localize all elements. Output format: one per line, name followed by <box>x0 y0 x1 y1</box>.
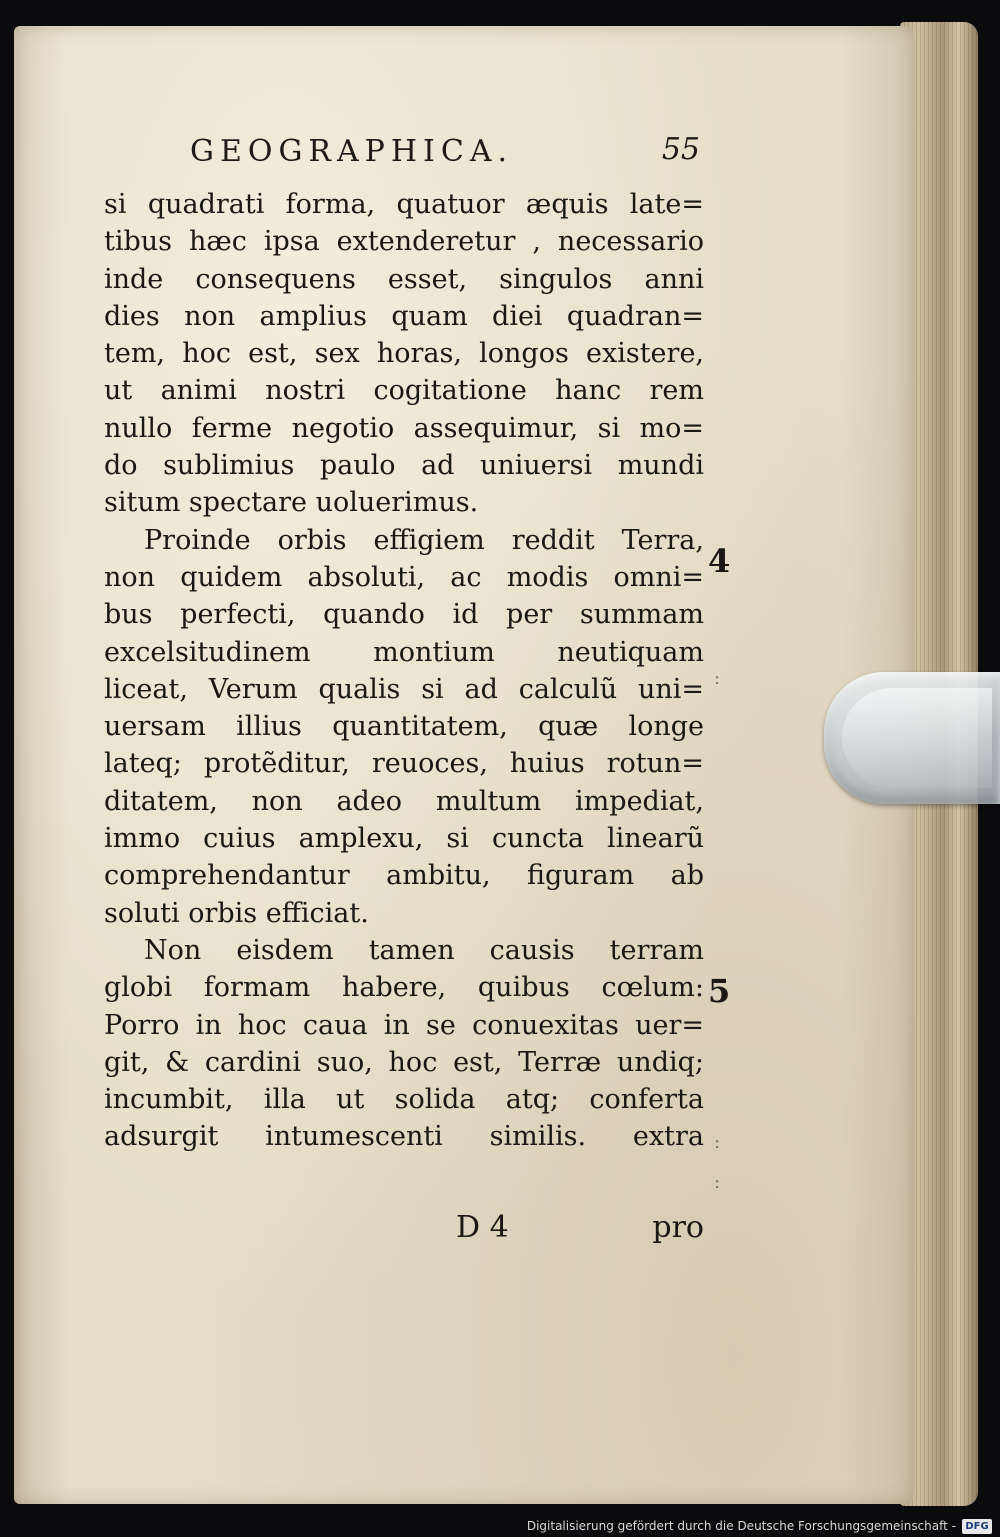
text-line: nullo ferme negotio assequimur, si mo= <box>104 412 704 444</box>
text-line: do sublimius paulo ad uniuersi mundi <box>104 450 704 482</box>
text-line: Porro in hoc caua in se conuexitas uer= <box>104 1009 704 1041</box>
text-line: non quidem absoluti, ac modis omni= <box>104 561 704 593</box>
text-line: soluti orbis efficiat. <box>104 897 369 929</box>
catchword: pro <box>652 1210 704 1245</box>
dfg-logo: DFG <box>962 1519 992 1534</box>
text-line: ut animi nostri cogitatione hanc rem <box>104 375 704 407</box>
text-line: situm spectare uoluerimus. <box>104 487 479 519</box>
signature-mark: D 4 <box>456 1210 509 1245</box>
running-head: GEOGRAPHICA. <box>190 134 514 169</box>
text-line: globi formam habere, quibus cœlum: <box>104 972 704 1004</box>
digitization-credit: Digitalisierung gefördert durch die Deutsche Forschungsgemeinschaft - <box>526 1519 956 1533</box>
text-line: uersam illius quantitatem, quæ longe <box>104 711 704 743</box>
text-line: lateq; protẽditur, reuoces, huius rotun= <box>104 748 704 780</box>
page-footer <box>104 1208 704 1248</box>
text-line: liceat, Verum qualis si ad calculũ uni= <box>104 673 704 705</box>
page-clip <box>824 672 1000 804</box>
ink-speck: : <box>714 668 721 689</box>
text-line: bus perfecti, quando id per summam <box>104 599 704 631</box>
marginal-note: 4 <box>708 542 731 580</box>
text-line: excelsitudinem montium neutiquam <box>104 636 704 668</box>
ink-speck: : <box>714 1172 721 1193</box>
text-line: immo cuius amplexu, si cuncta linearũ <box>104 823 704 855</box>
ink-speck: : <box>714 1132 721 1153</box>
text-line: tibus hæc ipsa extenderetur , necessario <box>104 226 704 258</box>
text-line: tem, hoc est, sex horas, longos existere, <box>104 338 704 370</box>
text-line: comprehendantur ambitu, figuram ab <box>104 860 704 892</box>
paragraph-start-line: Proinde orbis effigiem reddit Terra, <box>144 524 704 556</box>
text-line: adsurgit intumescenti similis. extra <box>104 1121 704 1153</box>
text-line: dies non amplius quam diei quadran= <box>104 300 704 332</box>
text-line: incumbit, illa ut solida atq; conferta <box>104 1084 704 1116</box>
text-line: ditatem, non adeo multum impediat, <box>104 785 704 817</box>
text-line: inde consequens esset, singulos anni <box>104 263 704 295</box>
paragraph-start-line: Non eisdem tamen causis terram <box>144 934 704 966</box>
text-line: git, & cardini suo, hoc est, Terræ undiq; <box>104 1046 704 1078</box>
text-line: si quadrati forma, quatuor æquis late= <box>104 189 704 220</box>
page-header <box>190 130 700 174</box>
marginal-note: 5 <box>708 972 731 1010</box>
page-number: 55 <box>661 132 700 167</box>
body-text <box>104 186 704 1156</box>
